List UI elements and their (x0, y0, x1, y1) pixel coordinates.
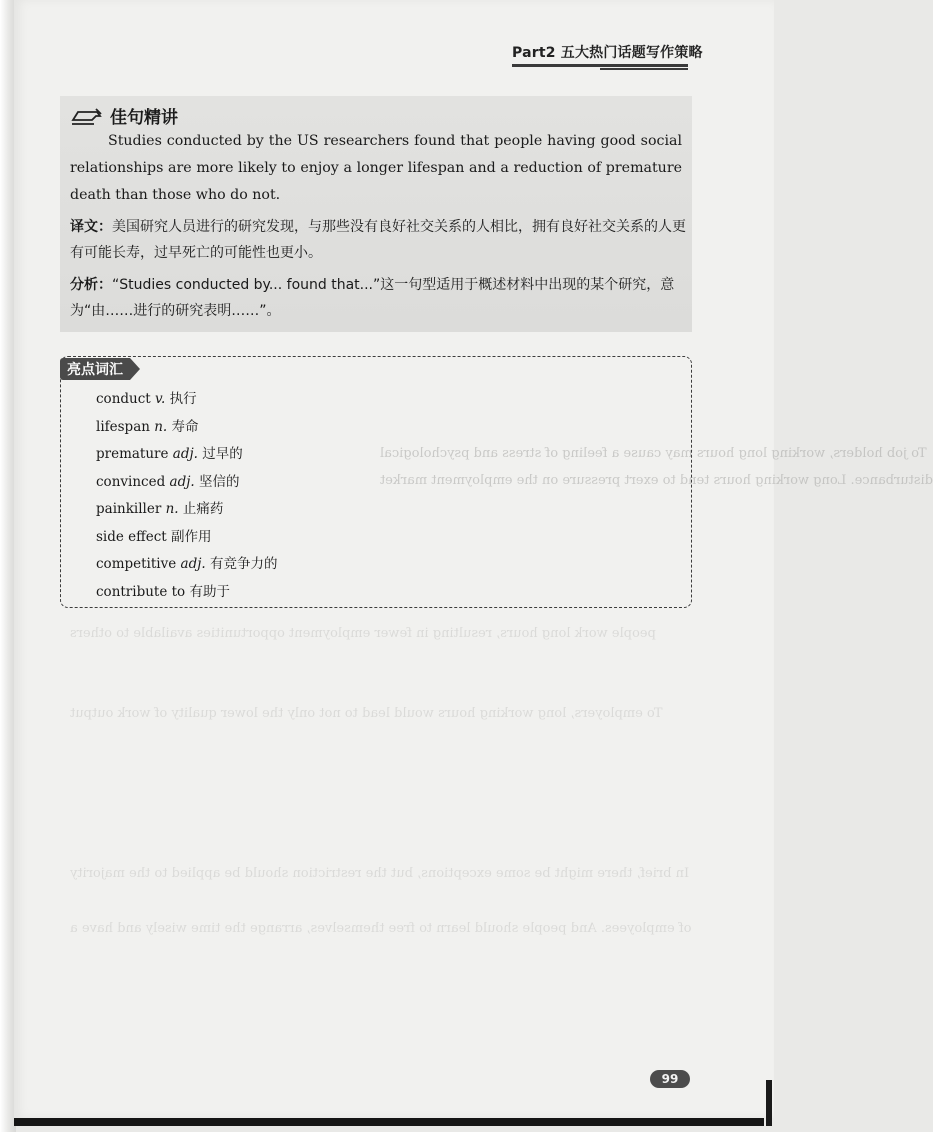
vocab-item: contribute to 有助于 (96, 583, 230, 600)
translation-block (70, 214, 690, 266)
bleed-through-text: disturbance. Long working hours tend to exert pressure on the employment market (380, 473, 933, 488)
pen-writing-icon (70, 105, 104, 127)
translation-label: 译文： (70, 219, 112, 235)
bleed-through-text: To employers, long working hours would lead to not only the lower quality of work output (70, 706, 663, 721)
header-rule (600, 68, 688, 70)
vocab-item: convinced adj. 坚信的 (96, 473, 240, 490)
vocab-section-title: 亮点词汇 (60, 358, 130, 380)
header-rule (512, 64, 688, 67)
sentence-section-title: 佳句精讲 (110, 108, 178, 128)
vocab-item: premature adj. 过早的 (96, 446, 243, 462)
vocab-item: painkiller n. 止痛药 (96, 501, 224, 517)
bleed-through-text: people work long hours, resulting in fewer employment opportunities available to others (70, 626, 656, 641)
analysis-block (70, 272, 690, 324)
vocab-item: competitive adj. 有竞争力的 (96, 556, 278, 572)
vocab-item: conduct v. 执行 (96, 391, 197, 407)
analysis-label: 分析： (70, 277, 112, 293)
vocab-list (96, 386, 278, 606)
bleed-through-text: In brief, there might be some exceptions, but the restriction should be applied to the majority (70, 866, 690, 881)
running-header: Part2 五大热门话题写作策略 (512, 45, 703, 61)
sentence-section-heading (70, 103, 178, 128)
example-sentence: Studies conducted by the US researchers found that people having good social relationships are more likely to enjoy a longer lifespan and a reduction of premature death than those who do not. (70, 133, 682, 203)
page-bottom-edge (14, 1118, 764, 1126)
bleed-through-text: of employees. And people should learn to free themselves, arrange the time wisely and have a (70, 921, 692, 936)
translation-text: 美国研究人员进行的研究发现，与那些没有良好社交关系的人相比，拥有良好社交关系的人更有可能长寿，过早死亡的可能性也更小。 (70, 219, 686, 261)
vocab-item: side effect 副作用 (96, 528, 212, 545)
page-number: 99 (650, 1070, 690, 1088)
vocab-item: lifespan n. 寿命 (96, 418, 199, 435)
bleed-through-text: To job holders, working long hours may cause a feeling of stress and psychological (380, 446, 927, 461)
page-right-edge (766, 1080, 772, 1126)
analysis-text: “Studies conducted by... found that...”这一句型适用于概述材料中出现的某个研究，意为“由……进行的研究表明……”。 (70, 277, 675, 319)
